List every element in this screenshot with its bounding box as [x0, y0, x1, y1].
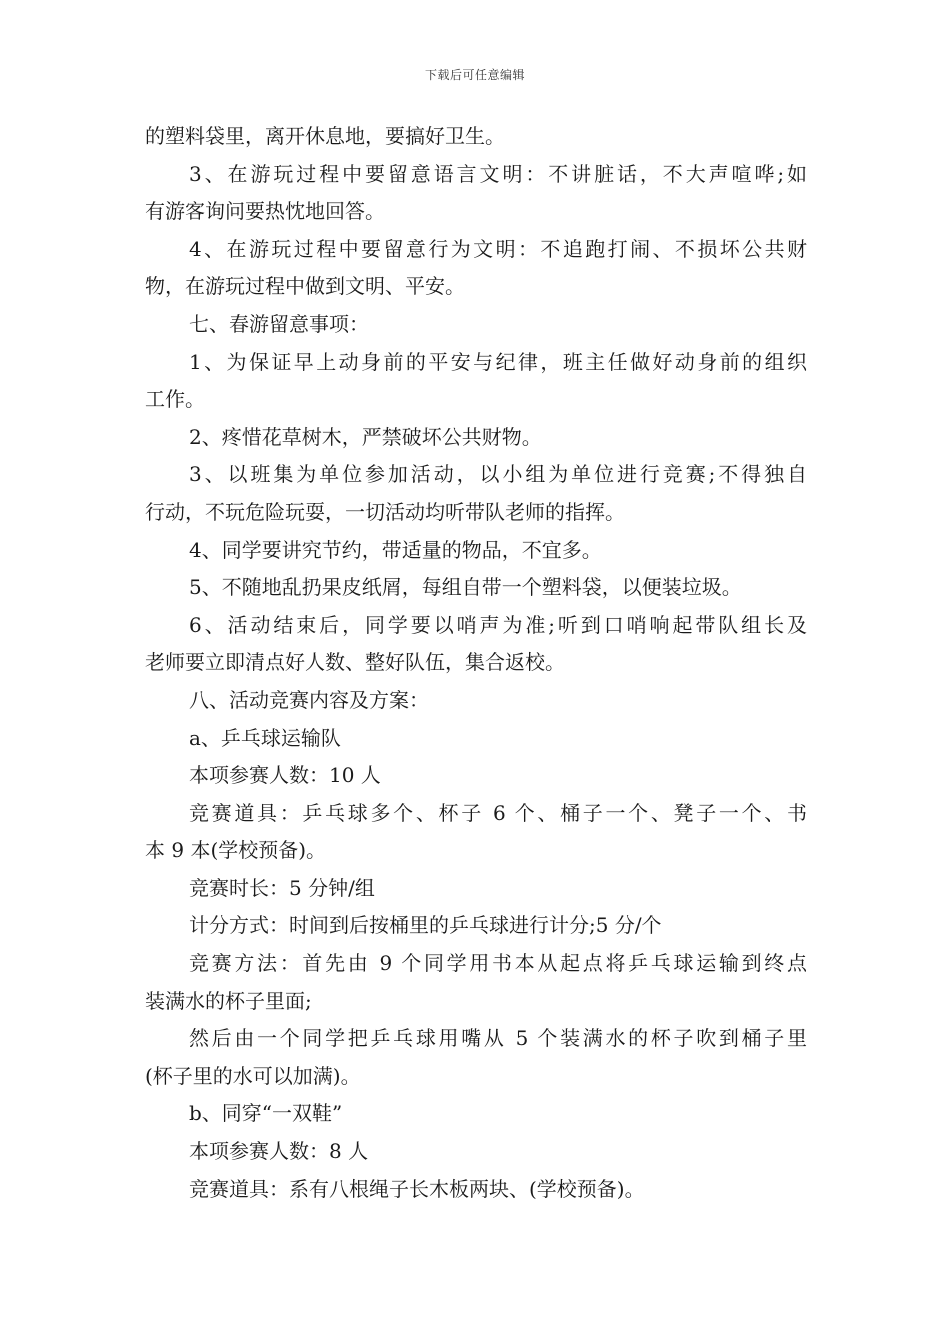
text-line: 竞赛道具：系有八根绳子长木板两块、(学校预备)。	[189, 1176, 645, 1201]
text-line: 竞赛时长：5 分钟/组	[189, 875, 375, 900]
text-line: 竞赛方法：首先由 9 个同学用书本从起点将乒乓球运输到终点	[189, 951, 807, 976]
subsection-heading: b、同穿“一双鞋”	[189, 1101, 343, 1126]
text-line: 物，在游玩过程中做到文明、平安。	[145, 274, 465, 299]
text-line: 工作。	[145, 387, 205, 412]
text-line: 装满水的杯子里面;	[145, 988, 312, 1013]
text-line: 老师要立即清点好人数、整好队伍，集合返校。	[145, 650, 565, 675]
section-heading: 八、活动竞赛内容及方案：	[189, 687, 429, 712]
text-line: 2、疼惜花草树木，严禁破坏公共财物。	[189, 424, 542, 449]
text-line: 本 9 本(学校预备)。	[145, 838, 327, 863]
text-line: 然后由一个同学把乒乓球用嘴从 5 个装满水的杯子吹到桶子里	[189, 1026, 807, 1051]
text-line: 4、同学要讲究节约，带适量的物品，不宜多。	[189, 537, 602, 562]
page-header: 下载后可任意编辑	[424, 68, 525, 82]
text-line: 1、为保证早上动身前的平安与纪律，班主任做好动身前的组织	[189, 349, 807, 374]
text-line: 本项参赛人数：8 人	[189, 1139, 369, 1164]
text-line: 5、不随地乱扔果皮纸屑，每组自带一个塑料袋，以便装垃圾。	[189, 575, 742, 600]
text-line: (杯子里的水可以加满)。	[145, 1063, 361, 1088]
document-body	[145, 118, 807, 1208]
text-line: 本项参赛人数：10 人	[189, 763, 381, 788]
text-line: 3、以班集为单位参加活动，以小组为单位进行竞赛;不得独自	[189, 462, 807, 487]
subsection-heading: a、乒乓球运输队	[189, 725, 341, 750]
text-line: 有游客询问要热忱地回答。	[145, 199, 385, 224]
text-line: 计分方式：时间到后按桶里的乒乓球进行计分;5 分/个	[189, 913, 662, 938]
text-line: 行动，不玩危险玩耍，一切活动均听带队老师的指挥。	[145, 499, 625, 524]
text-line: 4、在游玩过程中要留意行为文明：不追跑打闹、不损坏公共财	[189, 236, 807, 261]
text-line: 3、在游玩过程中要留意语言文明：不讲脏话，不大声喧哗;如	[189, 161, 807, 186]
text-line: 的塑料袋里，离开休息地，要搞好卫生。	[145, 124, 505, 148]
section-heading: 七、春游留意事项：	[189, 311, 369, 336]
text-line: 6、活动结束后，同学要以哨声为准;听到口哨响起带队组长及	[189, 612, 807, 637]
text-line: 竞赛道具：乒乓球多个、杯子 6 个、桶子一个、凳子一个、书	[189, 800, 807, 825]
